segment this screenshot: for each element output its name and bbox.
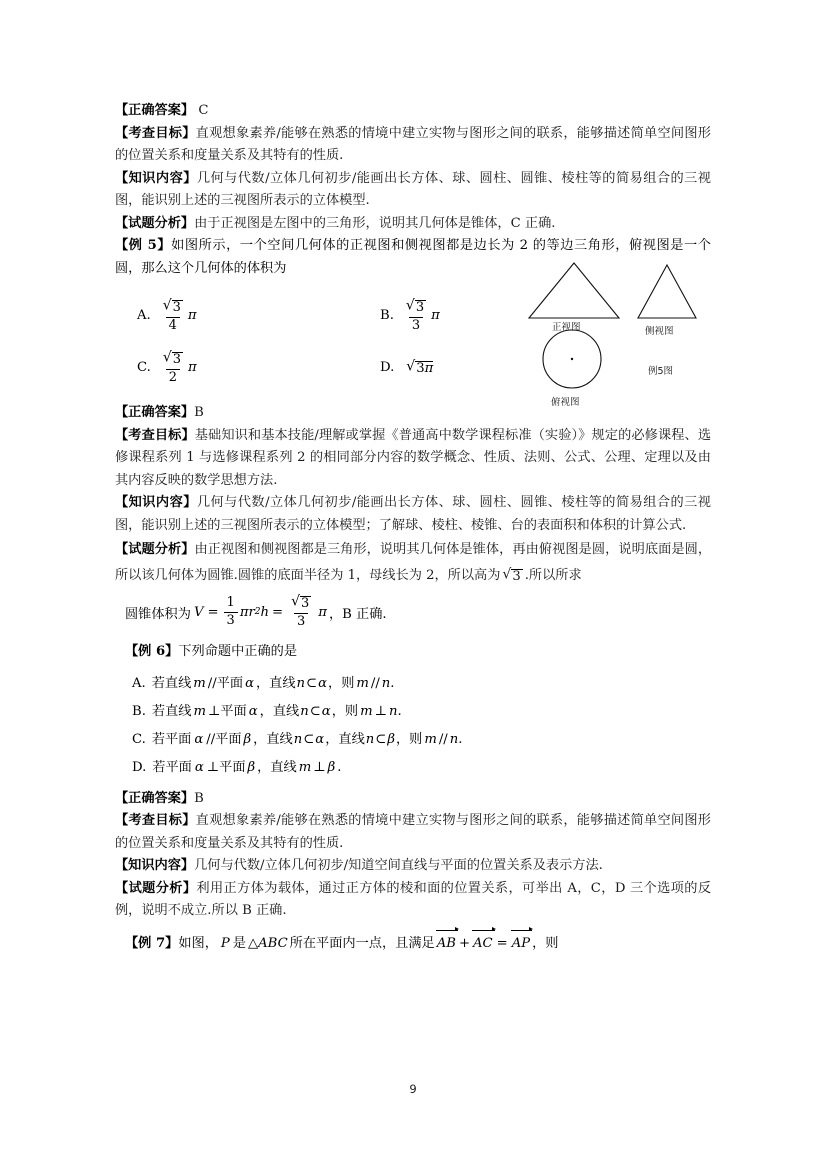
prop-d-rel2: ⊥ <box>313 759 326 775</box>
analysis-label: 【试题分析】 <box>115 880 197 896</box>
formula-exponent: 2 <box>254 607 261 617</box>
option-c-denominator: 2 <box>166 369 180 385</box>
prop-a-m1: m <box>193 675 206 691</box>
example5-option-b[interactable] <box>352 299 440 332</box>
example6-proposition-c[interactable] <box>115 726 711 754</box>
prop-d-m2: m <box>298 759 312 775</box>
prop-a-m2: n <box>296 675 306 691</box>
prop-d-t2: 直线 <box>270 759 297 775</box>
knowledge-text-ex4: 几何与代数/立体几何初步/能画出长方体、球、圆柱、圆锥、棱柱等的简易组合的三视图，能识别上述的三视图所表示的立体模型. <box>115 170 711 208</box>
option-b-denominator: 3 <box>409 317 423 333</box>
prop-b-g2: α <box>321 703 331 719</box>
ex7-triangle-ABC: △ABC <box>247 935 288 951</box>
formula-pi: π <box>318 604 327 620</box>
example7-tag: 【例 7】 <box>125 935 179 951</box>
example5-option-a[interactable] <box>115 299 352 332</box>
prop-c-rel3: ⊂ <box>375 731 387 747</box>
top-view-center-dot <box>571 358 573 360</box>
option-d-value: √ 3π <box>406 358 434 376</box>
page-content <box>115 100 711 955</box>
objective-line-ex6 <box>115 810 711 855</box>
ex7-plus: + <box>458 935 471 951</box>
answer-label: 【正确答案】 <box>115 103 195 118</box>
front-view-label: 正视图 <box>552 322 581 333</box>
analysis-sqrt-ex5: 3 <box>512 569 521 584</box>
proposition-b-label: B. <box>132 703 146 719</box>
example6-tag: 【例 6】 <box>125 644 179 659</box>
prop-b-rel3: ⊥ <box>374 703 387 719</box>
example5-figure <box>512 255 742 420</box>
prop-c-t4: 则 <box>409 731 423 747</box>
prop-c-sep2: ， <box>325 731 339 747</box>
objective-line-ex4 <box>115 123 711 168</box>
option-c-label: C. <box>137 359 151 375</box>
prop-a-sep1: ， <box>255 675 270 691</box>
objective-text-ex6: 直观想象素养/能够在熟悉的情境中建立实物与图形之间的联系，能够描述简单空间图形的位置关系和度量关系及其特有的性质. <box>115 813 711 851</box>
analysis-line-ex6 <box>115 878 711 923</box>
prop-c-t2: 直线 <box>266 731 293 747</box>
prop-c-m3: n <box>365 731 375 747</box>
formula-equals-1: = <box>207 604 219 620</box>
knowledge-label: 【知识内容】 <box>115 170 197 186</box>
answer-label: 【正确答案】 <box>115 405 195 420</box>
analysis-line-ex5: 【试题分析】由正视图和侧视图都是三角形，说明其几何体是锥体，再由俯视图是圆，说明底面是圆，所以该几何体为圆锥.圆锥的底面半径为 1，母线长为 2，所以高为 √ 3 .所以所求 <box>115 542 712 584</box>
answer-value-ex6: B <box>194 790 204 806</box>
prop-b-g1: α <box>248 703 258 719</box>
prop-a-rel3: // <box>370 675 380 691</box>
prop-a-rel1: // <box>207 675 217 691</box>
proposition-c-label: C. <box>132 731 146 747</box>
formula-variable-V: V <box>193 604 204 620</box>
option-a-value: √ 3 4 π <box>162 297 197 333</box>
option-a-denominator: 4 <box>166 317 180 333</box>
option-c-numerator: 3 <box>172 352 182 368</box>
option-d-suffix: π <box>424 360 434 376</box>
prop-d-sep1: ， <box>257 759 271 775</box>
ex7-point-P: P <box>220 935 230 951</box>
knowledge-line-ex5 <box>115 492 711 537</box>
answer-label: 【正确答案】 <box>115 790 195 806</box>
example5-option-d[interactable] <box>352 357 433 379</box>
example5-figure-svg <box>512 255 742 420</box>
objective-text-ex4: 直观想象素养/能够在熟悉的情境中建立实物与图形之间的联系，能够描述简单空间图形的位置关系和度量关系及其特有的性质. <box>115 125 711 163</box>
prop-c-m6: n. <box>449 731 463 747</box>
prop-b-m4: n. <box>388 703 402 719</box>
prop-c-rel1: // <box>206 731 216 747</box>
ex7-stem-3: 所在平面内一点，且满足 <box>289 935 435 951</box>
prop-b-m2: n <box>300 703 309 719</box>
prop-b-t1: 若直线 <box>151 703 192 719</box>
analysis-text-ex4: 由于正视图是左图中的三角形，说明其几何体是锥体，C 正确. <box>194 215 556 231</box>
prop-b-sep2: ， <box>331 703 345 719</box>
answer-value-ex5: B <box>194 405 204 420</box>
prop-a-t1: 若直线 <box>151 675 192 691</box>
example6-stem: 下列命题中正确的是 <box>178 644 298 659</box>
analysis-text-ex5-part2: 底面是圆，所以该几何体为圆锥.圆锥的底面半径为 1，母线长为 2，所以高为 <box>115 542 712 583</box>
option-b-label: B. <box>380 307 394 323</box>
analysis-label: 【试题分析】 <box>115 542 195 557</box>
figure-caption: 例5图 <box>648 366 674 377</box>
option-b-suffix: π <box>431 307 440 323</box>
prop-c-g2: α <box>315 731 325 747</box>
prop-b-t3: 则 <box>344 703 359 719</box>
prop-c-rel4: // <box>438 731 448 747</box>
prop-a-m3: m <box>356 675 369 691</box>
prop-c-m4: β <box>387 731 395 747</box>
option-b-value: √ 3 3 π <box>405 297 440 333</box>
knowledge-line-ex6 <box>115 855 711 878</box>
example6-heading <box>115 641 711 664</box>
objective-label: 【考查目标】 <box>115 427 195 443</box>
option-d-label: D. <box>380 360 395 375</box>
knowledge-text-ex6: 几何与代数/立体几何初步/知道空间直线与平面的位置关系及表示方法. <box>194 858 603 873</box>
prop-c-t1: 若平面 <box>151 731 192 747</box>
prop-c-rel2: ⊂ <box>303 731 315 747</box>
ex7-stem-2: 是 <box>232 935 246 951</box>
option-a-numerator: 3 <box>172 300 181 316</box>
prop-d-rel1: ⊥ <box>206 759 220 775</box>
prop-a-t3: 则 <box>341 675 355 691</box>
prop-a-g1: α <box>245 675 254 691</box>
formula-frac1-denominator: 3 <box>224 612 238 628</box>
prop-d-sep2: . <box>337 759 342 775</box>
prop-c-m2: n <box>293 731 303 747</box>
example5-tag: 【例 5】 <box>115 238 172 253</box>
side-view-triangle <box>638 265 696 318</box>
prop-c-sep1: ， <box>253 731 267 747</box>
formula-pi-r: πr <box>239 604 255 620</box>
prop-b-sep1: ， <box>259 703 273 719</box>
front-view-triangle <box>529 263 619 318</box>
option-d-radicand: 3 <box>416 360 425 376</box>
prop-b-m3: m <box>360 703 373 719</box>
prop-b-rel1: ⊥ <box>207 703 221 719</box>
analysis-text-ex6: 利用正方体为载体，通过正方体的棱和面的位置关系，可举出 A，C，D 三个选项的反例，说明不成立.所以 B 正确. <box>115 880 712 918</box>
example6-proposition-b[interactable] <box>115 698 711 726</box>
prop-a-plane1: 平面 <box>216 675 244 691</box>
objective-text-ex5: 基础知识和基本技能/理解或掌握《普通高中数学课程标准（实验）》规定的必修课程、选修课程系列 1 与选修课程系列 2 的相同部分内容的数学概念、性质、法则、公式、公理、定理以及由其内容反映的数学思想方法. <box>115 427 712 488</box>
option-b-numerator: 3 <box>415 300 425 316</box>
analysis-label: 【试题分析】 <box>115 215 195 231</box>
option-c-suffix: π <box>188 359 197 375</box>
prop-a-g2: α <box>318 675 327 691</box>
ex7-vector-AB: AB <box>436 933 457 956</box>
formula-tail: ，B 正确. <box>328 606 387 622</box>
ex7-equals: = <box>496 935 508 951</box>
example6-proposition-d[interactable] <box>115 754 711 782</box>
answer-line-ex4 <box>115 100 711 123</box>
prop-b-rel2: ⊂ <box>309 703 321 719</box>
option-a-suffix: π <box>187 307 197 323</box>
example5-option-c[interactable] <box>115 351 352 384</box>
prop-d-t1: 若平面 <box>152 759 192 775</box>
option-a-label: A. <box>137 307 151 323</box>
objective-line-ex5 <box>115 425 711 493</box>
prop-a-t2: 直线 <box>269 675 296 691</box>
knowledge-text-ex5: 几何与代数/立体几何初步/能画出长方体、球、圆柱、圆锥、棱柱等的简易组合的三视图，能识别上述的三视图所表示的立体模型；了解球、棱柱、棱锥、台的表面积和体积的计算公式. <box>115 495 711 533</box>
prop-b-plane1: 平面 <box>220 703 247 719</box>
ex7-vector-AP: AP <box>511 933 531 956</box>
prop-a-m4: n. <box>381 675 395 691</box>
prop-c-g1: β <box>243 731 252 747</box>
prop-a-rel2: ⊂ <box>306 675 318 691</box>
cone-volume-formula: 圆锥体积为 V = $\frac{1}{3}$ πr 2 h = √ 3 3 π ，B 正确. <box>125 593 387 629</box>
side-view-label: 侧视图 <box>645 326 674 337</box>
knowledge-line-ex4 <box>115 168 711 213</box>
prop-c-sep3: ， <box>395 731 410 747</box>
top-view-label: 俯视图 <box>551 397 580 408</box>
analysis-text-ex5-part1: 由正视图和侧视图都是三角形，说明其几何体是锥体，再由俯视图是圆，说明 <box>194 542 645 557</box>
knowledge-label: 【知识内容】 <box>115 495 197 510</box>
analysis-text-ex5-part3: .所以所求 <box>524 568 582 583</box>
prop-b-t2: 直线 <box>272 703 300 719</box>
formula-frac1-numerator: 1 <box>226 595 235 611</box>
prop-c-m5: m <box>424 731 437 747</box>
option-c-value: √ 3 2 π <box>162 349 197 385</box>
ex7-stem-4: ，则 <box>532 935 559 951</box>
formula-frac2-denominator: 3 <box>294 613 308 629</box>
answer-value-ex4: C <box>198 103 209 118</box>
prop-c-t3: 直线 <box>338 731 365 747</box>
formula-equals-2: = <box>272 604 284 620</box>
answer-line-ex6 <box>115 788 711 811</box>
prop-d-g1: β <box>247 759 256 775</box>
objective-label: 【考查目标】 <box>115 125 196 141</box>
page-number: 9 <box>409 1082 417 1096</box>
proposition-a-label: A. <box>132 675 146 691</box>
ex7-stem-1: 如图， <box>178 935 218 951</box>
formula-frac2-numerator: 3 <box>301 596 310 612</box>
objective-label: 【考查目标】 <box>115 813 196 828</box>
prop-d-plane1: 平面 <box>219 759 246 775</box>
prop-d-g2: β <box>327 759 336 775</box>
prop-c-plane1: 平面 <box>215 731 242 747</box>
prop-b-m1: m <box>193 703 206 719</box>
proposition-d-label: D. <box>132 759 147 775</box>
example5-stem: 如图所示，一个空间几何体的正视图和侧视图都是边长为 2 的等边三角形，俯视图是一个圆，那么这个几何体的体积为 <box>115 238 711 276</box>
prop-a-sep2: ， <box>328 675 342 691</box>
example7-heading <box>115 933 711 956</box>
formula-lead: 圆锥体积为 <box>125 606 191 622</box>
knowledge-label: 【知识内容】 <box>115 858 195 873</box>
analysis-line-ex4 <box>115 213 711 236</box>
example6-proposition-a[interactable] <box>115 670 711 698</box>
formula-h: h <box>260 604 270 620</box>
prop-c-m1: α <box>194 731 204 747</box>
ex7-vector-AC: AC <box>472 933 494 956</box>
prop-d-m1: α <box>194 759 204 775</box>
